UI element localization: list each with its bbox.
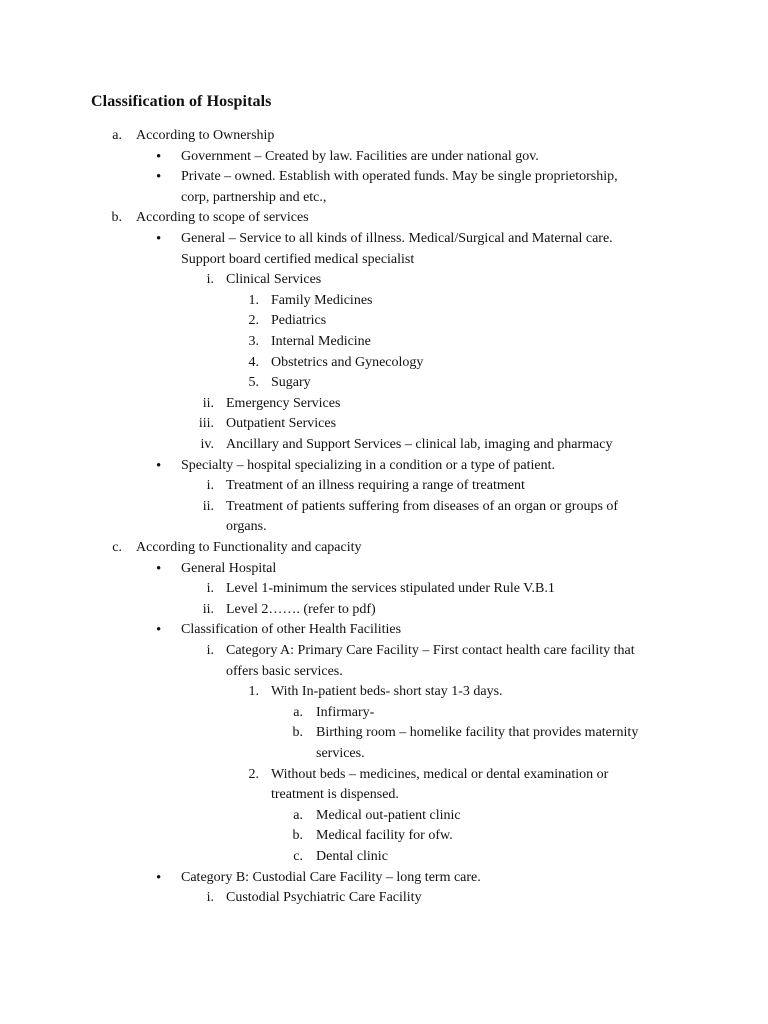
numbered-item-text: Without beds – medicines, medical or dental examination or [271, 766, 609, 782]
roman-item-text: Custodial Psychiatric Care Facility [226, 890, 422, 906]
roman-item-marker: i. [206, 643, 214, 658]
section-heading: According to Ownership [136, 128, 275, 143]
roman-item-marker: i. [206, 272, 214, 288]
numbered-item-marker: 4. [248, 354, 259, 370]
numbered-item-text: Obstetrics and Gynecology [271, 354, 424, 370]
bullet-text: General – Service to all kinds of illness. Medical/Surgical and Maternal care. [181, 231, 613, 246]
section-marker: c. [112, 540, 122, 555]
bullet-text: Government – Created by law. Facilities are under national gov. [181, 148, 539, 164]
numbered-item-marker: 1. [248, 292, 259, 308]
numbered-item-text: Sugary [271, 375, 311, 391]
numbered-item-continuation: treatment is dispensed. [271, 787, 399, 803]
bullet-continuation: Support board certified medical specialist [181, 251, 415, 267]
roman-item-marker: ii. [202, 395, 214, 411]
bullet-continuation: corp, partnership and etc., [181, 189, 327, 205]
roman-item-marker: ii. [202, 601, 214, 617]
roman-item-text: Outpatient Services [226, 416, 337, 432]
lettered-item-text: Dental clinic [316, 849, 388, 864]
bullet-dot: • [156, 560, 162, 577]
roman-item-marker: iv. [200, 437, 214, 452]
lettered-item-marker: b. [292, 828, 303, 844]
roman-item-text: Ancillary and Support Services – clinical lab, imaging and pharmacy [226, 437, 613, 452]
bullet-dot: • [156, 622, 162, 639]
roman-item-continuation: organs. [226, 519, 267, 535]
roman-item-text: Level 2……. (refer to pdf) [226, 601, 376, 617]
bullet-text: Specialty – hospital specializing in a condition or a type of patient. [181, 457, 556, 473]
section-marker: a. [112, 128, 122, 143]
document-title: Classification of Hospitals [91, 93, 272, 110]
lettered-item-marker: a. [293, 704, 303, 720]
roman-item-text: Treatment of an illness requiring a range of treatment [226, 478, 525, 494]
bullet-text: Classification of other Health Facilities [181, 622, 402, 638]
numbered-item-marker: 2. [248, 766, 259, 782]
roman-item-marker: i. [206, 890, 214, 906]
roman-item-text: Emergency Services [226, 395, 341, 411]
numbered-item-marker: 5. [248, 375, 259, 391]
bullet-dot: • [156, 231, 162, 247]
roman-item-marker: ii. [202, 498, 214, 514]
lettered-item-marker: a. [293, 807, 303, 823]
roman-item-text: Level 1-minimum the services stipulated under Rule V.B.1 [226, 581, 555, 597]
roman-item-text: Treatment of patients suffering from diseases of an organ or groups of [226, 498, 619, 514]
numbered-item-marker: 3. [248, 334, 259, 349]
numbered-item-text: With In-patient beds- short stay 1-3 days. [271, 684, 503, 700]
roman-item-marker: i. [206, 478, 214, 494]
lettered-item-text: Medical facility for ofw. [316, 828, 453, 844]
numbered-item-marker: 1. [248, 684, 259, 700]
bullet-dot: • [156, 457, 162, 474]
lettered-item-text: Medical out-patient clinic [316, 807, 461, 823]
section-marker: b. [111, 210, 122, 226]
lettered-item-text: Infirmary- [316, 704, 375, 720]
section-heading: According to scope of services [136, 210, 309, 226]
lettered-item-text: Birthing room – homelike facility that provides maternity [316, 725, 639, 741]
lettered-item-continuation: services. [316, 746, 365, 761]
lettered-item-marker: c. [293, 849, 303, 864]
numbered-item-marker: 2. [248, 313, 259, 329]
roman-item-text: Category A: Primary Care Facility – First contact health care facility that [226, 643, 635, 658]
bullet-text: General Hospital [181, 560, 277, 576]
numbered-item-text: Family Medicines [271, 292, 373, 308]
roman-item-text: Clinical Services [226, 272, 322, 288]
lettered-item-marker: b. [292, 725, 303, 741]
roman-item-marker: iii. [198, 416, 214, 432]
bullet-text: Private – owned. Establish with operated funds. May be single proprietorship, [181, 169, 618, 185]
numbered-item-text: Pediatrics [271, 313, 327, 329]
bullet-dot: • [156, 169, 162, 186]
section-heading: According to Functionality and capacity [136, 540, 362, 555]
bullet-dot: • [156, 148, 162, 165]
bullet-dot: • [156, 869, 162, 886]
roman-item-marker: i. [206, 581, 214, 597]
numbered-item-text: Internal Medicine [271, 334, 371, 349]
bullet-text: Category B: Custodial Care Facility – long term care. [181, 869, 481, 885]
roman-item-continuation: offers basic services. [226, 663, 343, 679]
